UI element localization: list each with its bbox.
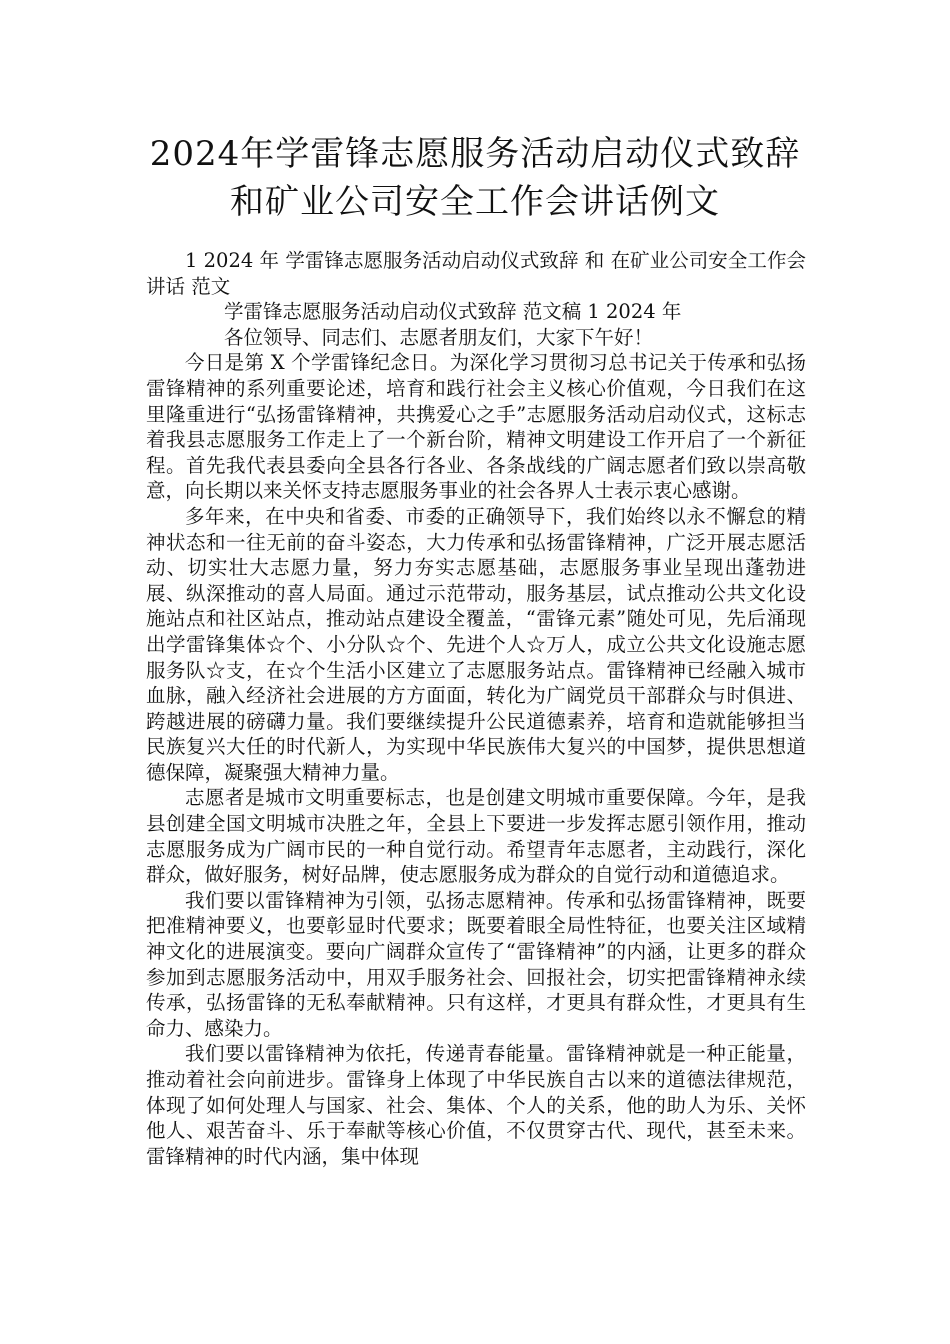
document-title-line-2: 和矿业公司安全工作会讲话例文 [230,182,720,222]
paragraph: 今日是第 X 个学雷锋纪念日。为深化学习贯彻习总书记关于传承和弘扬雷锋精神的系列重要论述，培育和践行社会主义核心价值观，今日我们在这里隆重进行“弘扬雷锋精神，共携爱心之手”志愿服务活动启动仪式，这标志着我县志愿服务工作走上了一个新台阶，精神文明建设工作开启了一个新征程。首先我代表县委向全县各行各业、各条战线的广阔志愿者们致以崇高敬意，向长期以来关怀支持志愿服务事业的社会各界人士表示衷心感谢。 [146,351,806,503]
paragraph-greeting: 各位领导、同志们、志愿者朋友们，大家下午好！ [224,325,654,349]
paragraph-heading: 1 2024 年 学雷锋志愿服务活动启动仪式致辞 和 在矿业公司安全工作会讲话 范文 [146,249,806,298]
paragraph: 多年来，在中央和省委、市委的正确领导下，我们始终以永不懈怠的精神状态和一往无前的奋斗姿态，大力传承和弘扬雷锋精神，广泛开展志愿活动、切实壮大志愿力量，努力夯实志愿基础，志愿服务事业呈现出蓬勃进展、纵深推动的喜人局面。通过示范带动，服务基层，试点推动公共文化设施站点和社区站点，推动站点建设全覆盖，“雷锋元素”随处可见，先后涌现出学雷锋集体☆个、小分队☆个、先进个人☆万人，成立公共文化设施志愿服务队☆支，在☆个生活小区建立了志愿服务站点。雷锋精神已经融入城市血脉，融入经济社会进展的方方面面，转化为广阔党员干部群众与时俱进、跨越进展的磅礴力量。我们要继续提升公民道德素养，培育和造就能够担当民族复兴大任的时代新人，为实现中华民族伟大复兴的中国梦，提供思想道德保障，凝聚强大精神力量。 [146,504,806,784]
paragraph: 我们要以雷锋精神为依托，传递青春能量。雷锋精神就是一种正能量，推动着社会向前进步。雷锋身上体现了中华民族自古以来的道德法律规范，体现了如何处理人与国家、社会、集体、个人的关系，他的助人为乐、关怀他人、艰苦奋斗、乐于奉献等核心价值，不仅贯穿古代、现代，甚至未来。雷锋精神的时代内涵，集中体现 [146,1042,806,1168]
paragraph: 我们要以雷锋精神为引领，弘扬志愿精神。传承和弘扬雷锋精神，既要把准精神要义，也要彰显时代要求；既要着眼全局性特征，也要关注区域精神文化的进展演变。要向广阔群众宣传了“雷锋精神”的内涵，让更多的群众参加到志愿服务活动中，用双手服务社会、回报社会，切实把雷锋精神永续传承，弘扬雷锋的无私奉献精神。只有这样，才更具有群众性，才更具有生命力、感染力。 [146,888,806,1040]
paragraph: 志愿者是城市文明重要标志，也是创建文明城市重要保障。今年，是我县创建全国文明城市决胜之年，全县上下要进一步发挥志愿引领作用，推动志愿服务成为广阔市民的一种自觉行动。希望青年志愿者，主动践行，深化群众，做好服务，树好品牌，使志愿服务成为群众的自觉行动和道德追求。 [146,786,806,887]
document-title-line-1: 2024年学雷锋志愿服务活动启动仪式致辞 [149,134,801,174]
paragraph-subheading: 学雷锋志愿服务活动启动仪式致辞 范文稿 1 2024 年 [224,300,682,324]
document-body [146,248,806,1169]
